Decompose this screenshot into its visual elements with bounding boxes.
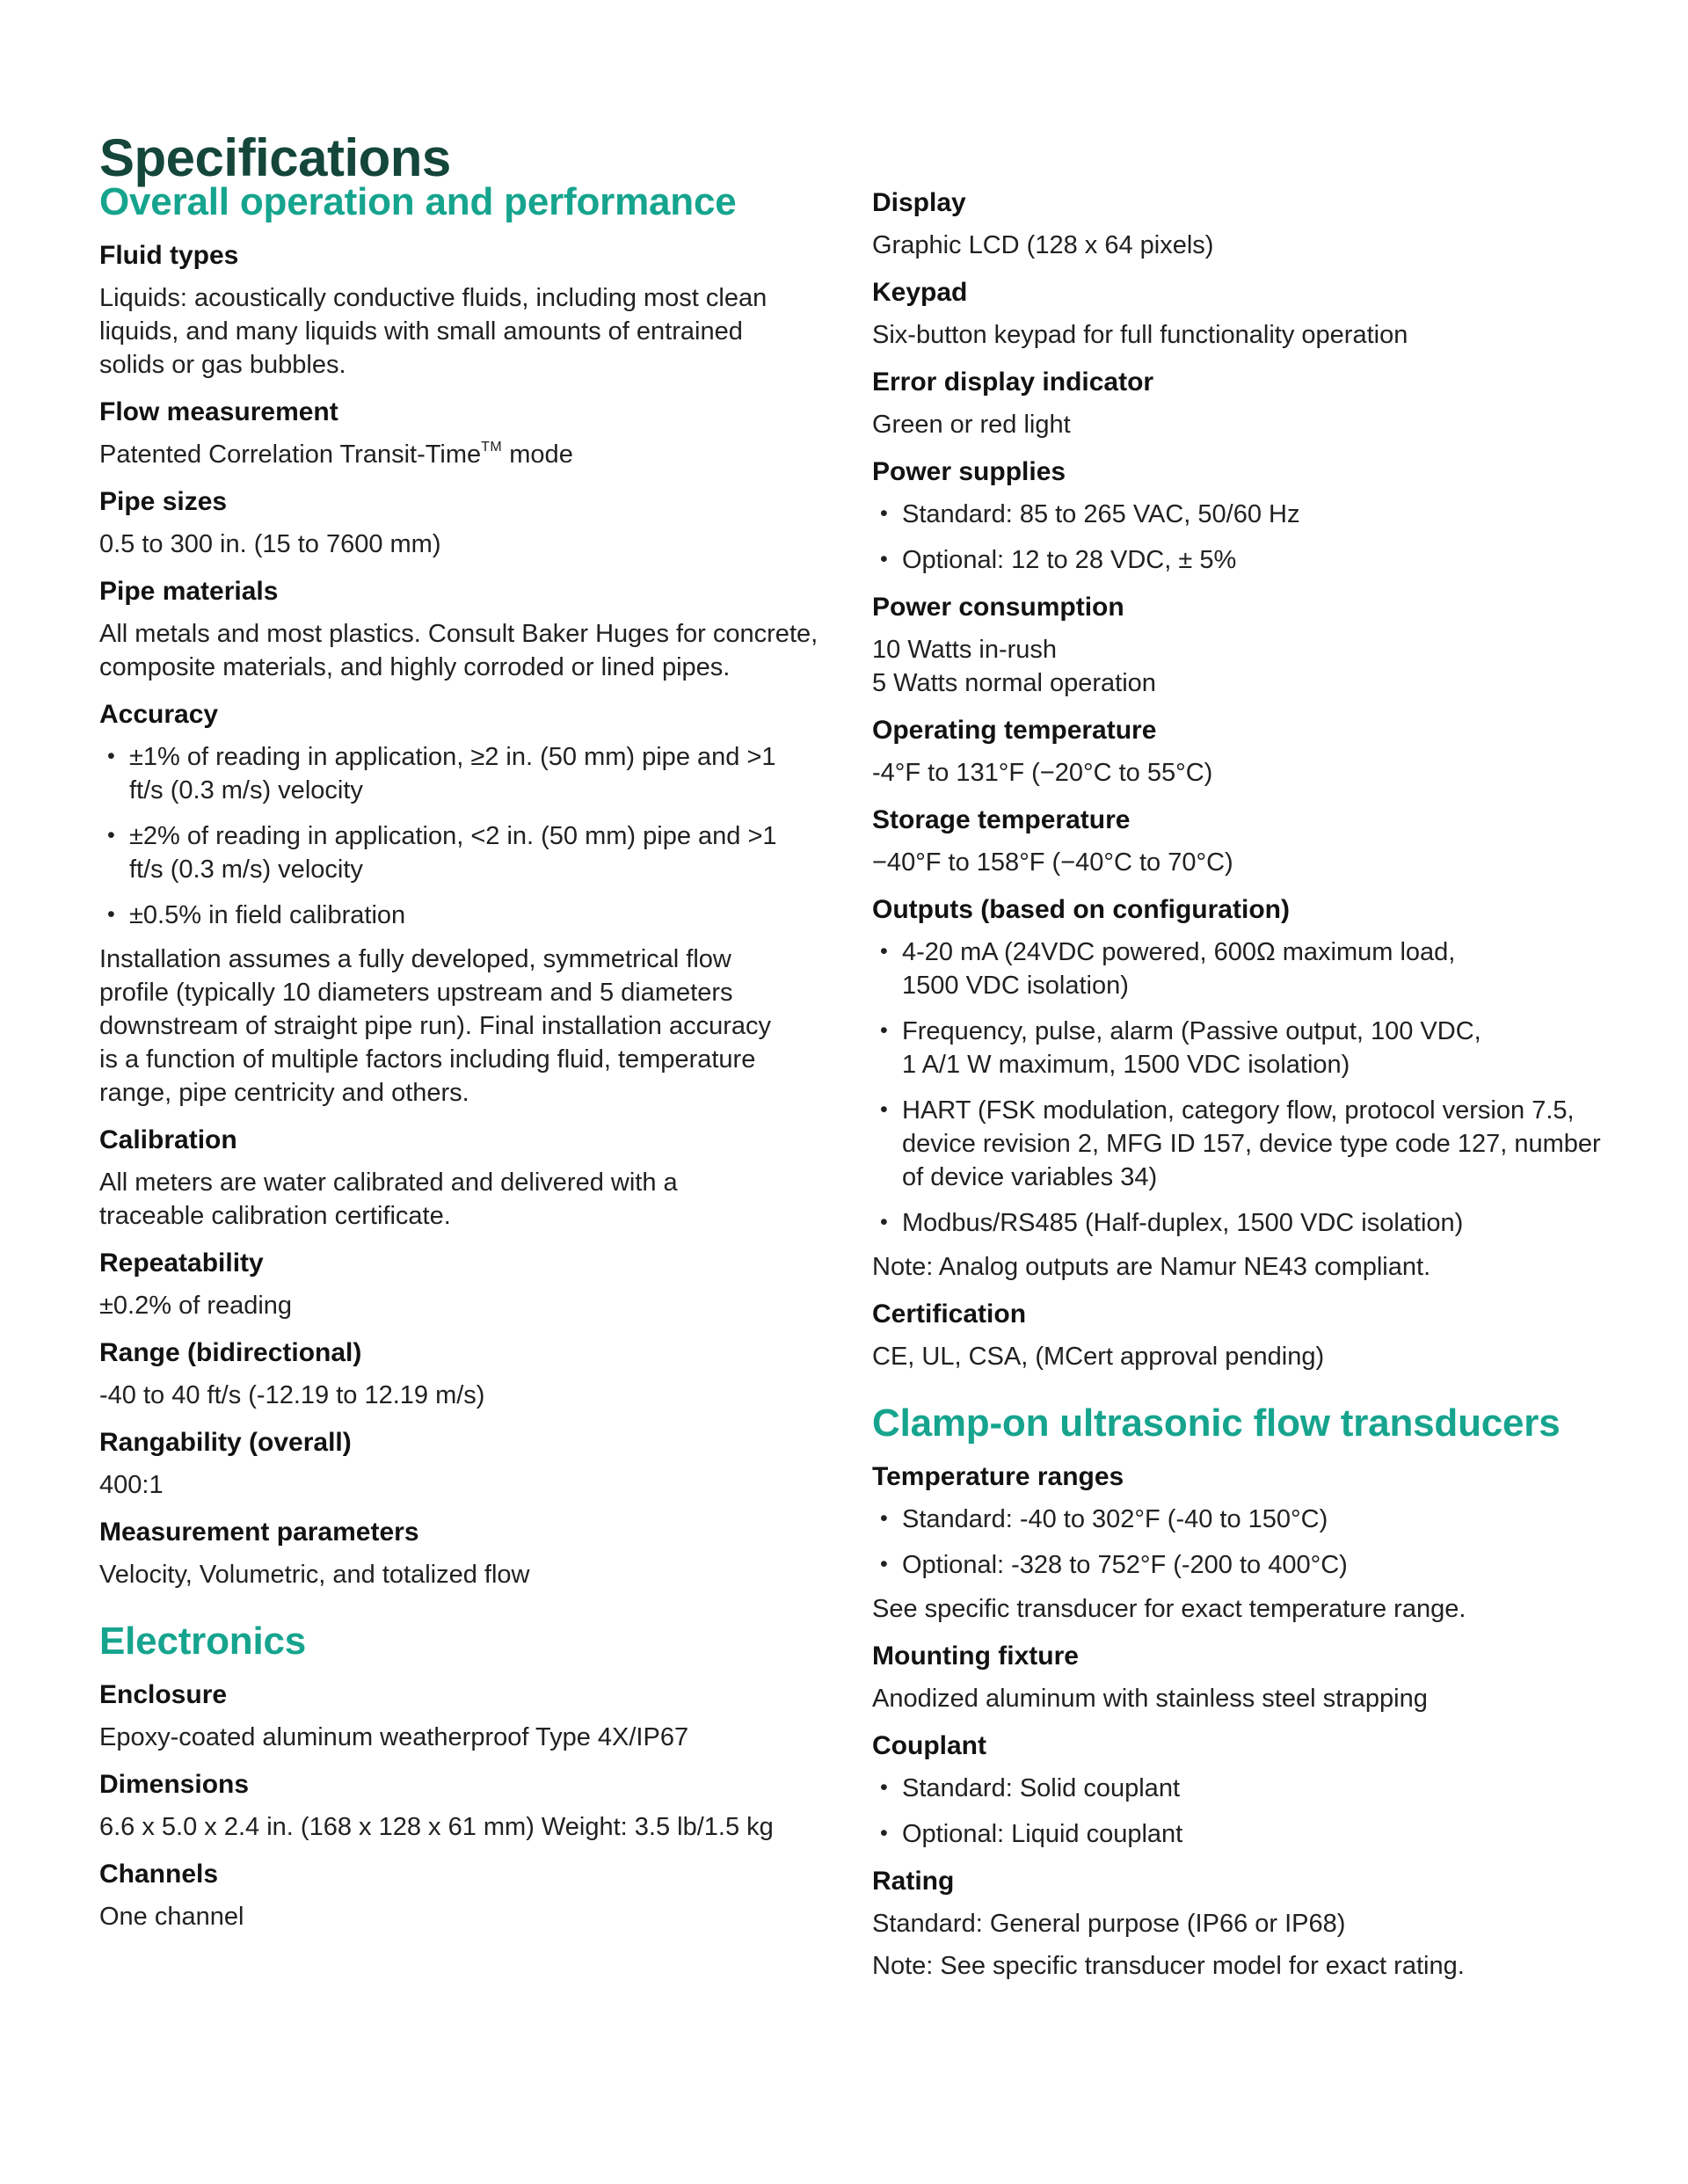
spec-item-pipe-sizes (99, 485, 829, 561)
spec-note: Note: Analog outputs are Namur NE43 compliant. (872, 1253, 1431, 1281)
spec-label: Rating (872, 1867, 955, 1896)
spec-value: -4°F to 131°F (−20°C to 55°C) (872, 759, 1213, 787)
spec-item-couplant (872, 1729, 1611, 1851)
spec-item-pipe-materials (99, 575, 829, 684)
value-line: composite materials, and highly corroded or lined pipes. (99, 653, 731, 681)
value-text: Patented Correlation Transit-Time (99, 440, 482, 469)
spec-label: Pipe sizes (99, 487, 228, 516)
bullet-list (872, 1503, 1611, 1582)
spec-item-calibration (99, 1124, 829, 1233)
spec-value: Epoxy-coated aluminum weatherproof Type 4X/IP67 (99, 1723, 689, 1751)
spec-item-mounting-fixture (872, 1640, 1611, 1715)
spec-label: Storage temperature (872, 805, 1131, 834)
spec-value: 6.6 x 5.0 x 2.4 in. (168 x 128 x 61 mm) Weight: 3.5 lb/1.5 kg (99, 1813, 774, 1841)
bullet-item (99, 899, 829, 932)
value-line: profile (typically 10 diameters upstream and 5 diameters (99, 979, 733, 1007)
bullet-list (872, 1772, 1611, 1851)
spec-note: Note: See specific transducer model for exact rating. (872, 1952, 1465, 1980)
bullet-item (872, 1817, 1611, 1851)
spec-label: Display (872, 188, 966, 217)
value-text: mode (502, 440, 573, 469)
bullet-line: • Frequency, pulse, alarm (Passive output, 100 VDC, (902, 1017, 1481, 1045)
value-line: liquids, and many liquids with small amounts of entrained (99, 317, 743, 346)
section-heading-transducers: Clamp-on ultrasonic flow transducers (872, 1401, 1561, 1445)
spec-value (99, 617, 829, 684)
spec-label: Error display indicator (872, 368, 1154, 397)
spec-label: Couplant (872, 1731, 986, 1760)
spec-label: Keypad (872, 278, 968, 307)
bullet-line: • Optional: -328 to 752°F (-200 to 400°C) (902, 1551, 1348, 1579)
bullet-item (872, 1206, 1611, 1240)
section-overall (99, 178, 829, 1591)
spec-value: −40°F to 158°F (−40°C to 70°C) (872, 848, 1233, 877)
bullet-line: • Standard: Solid couplant (902, 1774, 1180, 1802)
bullet-line: of device variables 34) (902, 1163, 1158, 1191)
spec-item-measurement-parameters (99, 1516, 829, 1591)
section-general-continued (872, 186, 1611, 1373)
value-line: All metals and most plastics. Consult Baker Huges for concrete, (99, 620, 819, 648)
section-transducers (872, 1400, 1611, 1983)
bullet-list (872, 935, 1611, 1240)
trademark-superscript: TM (481, 440, 503, 455)
bullet-list (99, 740, 829, 932)
bullet-line: • ±1% of reading in application, ≥2 in. (50 mm) pipe and >1 (129, 743, 776, 771)
bullet-item (872, 1094, 1611, 1194)
bullet-line: • ±2% of reading in application, <2 in. (50 mm) pipe and >1 (129, 822, 777, 850)
spec-label: Enclosure (99, 1680, 228, 1709)
bullet-line: • Optional: 12 to 28 VDC, ± 5% (902, 546, 1237, 574)
value-line: Installation assumes a fully developed, symmetrical flow (99, 945, 731, 973)
spec-item-fluid-types (99, 239, 829, 382)
value-line: range, pipe centricity and others. (99, 1079, 469, 1107)
bullet-line: 1500 VDC isolation) (902, 972, 1129, 1000)
spec-item-flow-measurement (99, 396, 829, 471)
spec-item-enclosure (99, 1678, 829, 1754)
value-line: is a function of multiple factors including fluid, temperature (99, 1045, 756, 1074)
spec-label: Measurement parameters (99, 1518, 419, 1547)
bullet-item (99, 740, 829, 807)
spec-value: Six-button keypad for full functionality operation (872, 321, 1408, 349)
spec-item-temperature-ranges (872, 1460, 1611, 1626)
spec-item-channels (99, 1858, 829, 1933)
spec-value: Anodized aluminum with stainless steel strapping (872, 1685, 1428, 1713)
spec-value: 0.5 to 300 in. (15 to 7600 mm) (99, 530, 441, 558)
bullet-item (99, 819, 829, 886)
spec-value: -40 to 40 ft/s (-12.19 to 12.19 m/s) (99, 1381, 485, 1409)
bullet-line: ft/s (0.3 m/s) velocity (129, 776, 363, 804)
spec-label: Certification (872, 1299, 1027, 1329)
page-title: Specifications (99, 128, 451, 188)
spec-item-display (872, 186, 1611, 262)
bullet-line: • 4-20 mA (24VDC powered, 600Ω maximum load, (902, 938, 1456, 966)
spec-item-repeatability (99, 1247, 829, 1322)
spec-label: Repeatability (99, 1249, 264, 1278)
value-line: All meters are water calibrated and delivered with a (99, 1168, 678, 1197)
bullet-line: • Standard: -40 to 302°F (-40 to 150°C) (902, 1505, 1328, 1533)
bullet-item (872, 1015, 1611, 1081)
bullet-line: • Modbus/RS485 (Half-duplex, 1500 VDC isolation) (902, 1209, 1464, 1237)
spec-label: Fluid types (99, 241, 239, 270)
spec-label: Pipe materials (99, 577, 279, 606)
spec-label: Power supplies (872, 457, 1066, 486)
spec-label: Range (bidirectional) (99, 1338, 362, 1367)
spec-label: Operating temperature (872, 716, 1157, 745)
spec-value: 400:1 (99, 1471, 164, 1499)
spec-value: CE, UL, CSA, (MCert approval pending) (872, 1343, 1325, 1371)
bullet-item (872, 935, 1611, 1002)
value-line: 5 Watts normal operation (872, 669, 1156, 697)
spec-label: Mounting fixture (872, 1642, 1079, 1671)
spec-item-storage-temperature (872, 804, 1611, 879)
bullet-item (872, 543, 1611, 577)
bullet-line: ft/s (0.3 m/s) velocity (129, 855, 363, 884)
spec-label: Calibration (99, 1125, 237, 1154)
spec-note (99, 943, 829, 1110)
value-line: 10 Watts in-rush (872, 636, 1058, 664)
spec-label: Channels (99, 1860, 219, 1889)
spec-value (99, 438, 829, 471)
bullet-item (872, 498, 1611, 531)
left-column (99, 178, 829, 1940)
section-heading-overall: Overall operation and performance (99, 180, 737, 223)
bullet-line: • Optional: Liquid couplant (902, 1820, 1183, 1848)
section-electronics (99, 1618, 829, 1933)
spec-item-operating-temperature (872, 714, 1611, 790)
spec-label: Power consumption (872, 593, 1124, 622)
value-line: downstream of straight pipe run). Final installation accuracy (99, 1012, 772, 1040)
spec-value: One channel (99, 1903, 244, 1931)
bullet-item (872, 1772, 1611, 1805)
bullet-line: • HART (FSK modulation, category flow, protocol version 7.5, (902, 1096, 1575, 1125)
spec-item-rangability (99, 1426, 829, 1502)
bullet-line: • Standard: 85 to 265 VAC, 50/60 Hz (902, 500, 1300, 528)
spec-value: Velocity, Volumetric, and totalized flow (99, 1561, 530, 1589)
spec-label: Accuracy (99, 700, 219, 729)
spec-label: Dimensions (99, 1770, 250, 1799)
spec-value (99, 281, 829, 382)
spec-label: Flow measurement (99, 397, 338, 426)
spec-item-outputs (872, 893, 1611, 1284)
bullet-line: • ±0.5% in field calibration (129, 901, 406, 929)
spec-item-range (99, 1336, 829, 1412)
section-heading-electronics: Electronics (99, 1620, 307, 1663)
spec-value: Standard: General purpose (IP66 or IP68) (872, 1910, 1346, 1938)
spec-item-accuracy (99, 698, 829, 1110)
right-column (872, 172, 1611, 1990)
spec-item-power-consumption (872, 591, 1611, 700)
spec-item-certification (872, 1298, 1611, 1373)
bullet-line: device revision 2, MFG ID 157, device type code 127, number (902, 1130, 1601, 1158)
bullet-item (872, 1548, 1611, 1582)
spec-value (872, 633, 1611, 700)
spec-value: ±0.2% of reading (99, 1292, 293, 1320)
spec-value: Green or red light (872, 411, 1071, 439)
spec-item-dimensions (99, 1768, 829, 1844)
bullet-line: 1 A/1 W maximum, 1500 VDC isolation) (902, 1051, 1350, 1079)
value-line: solids or gas bubbles. (99, 351, 346, 379)
spec-item-power-supplies (872, 455, 1611, 577)
spec-item-rating (872, 1865, 1611, 1983)
value-line: Liquids: acoustically conductive fluids, including most clean (99, 284, 768, 312)
bullet-item (872, 1503, 1611, 1536)
spec-note: See specific transducer for exact temperature range. (872, 1595, 1466, 1623)
value-line: traceable calibration certificate. (99, 1202, 451, 1230)
spec-value: Graphic LCD (128 x 64 pixels) (872, 231, 1214, 259)
bullet-list (872, 498, 1611, 577)
spec-label: Temperature ranges (872, 1462, 1124, 1491)
spec-label: Outputs (based on configuration) (872, 895, 1290, 924)
spec-label: Rangability (overall) (99, 1428, 352, 1457)
spec-value (99, 1166, 829, 1233)
spec-item-keypad (872, 276, 1611, 352)
spec-item-error-indicator (872, 366, 1611, 441)
